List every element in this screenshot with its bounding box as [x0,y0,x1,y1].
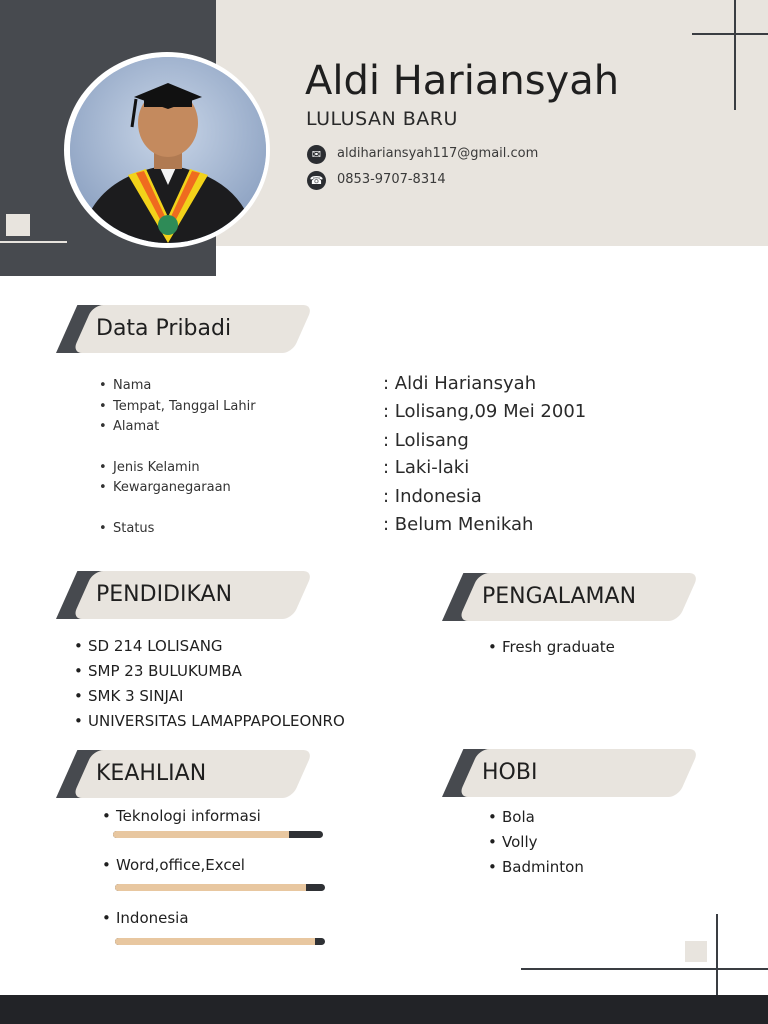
label-ttl: • Tempat, Tanggal Lahir [113,399,256,414]
footer-bar [0,995,768,1024]
label-status: • Status [113,521,154,536]
list-item: • Bola [502,808,535,826]
decorative-cross-horizontal [692,33,768,35]
skill-bar-fill [115,938,315,945]
label-jenis-kelamin: • Jenis Kelamin [113,460,200,475]
email-text[interactable]: aldihariansyah117@gmail.com [337,146,539,161]
header-background [216,0,768,246]
value-jenis-kelamin: : Laki-laki [383,457,470,478]
decorative-cross-horizontal [521,968,768,970]
graduate-photo-icon [70,57,266,243]
phone-text[interactable]: 0853-9707-8314 [337,172,446,187]
avatar [70,57,266,243]
section-title: PENDIDIKAN [96,582,233,607]
skill-label: • Indonesia [116,909,189,927]
skill-bar-fill [113,831,289,838]
list-item: • SMP 23 BULUKUMBA [88,662,242,680]
section-title: KEAHLIAN [96,761,207,786]
skill-bar [115,884,325,891]
section-title: HOBI [482,760,538,785]
list-item: • SD 214 LOLISANG [88,637,223,655]
skill-bar [115,938,325,945]
decorative-line [0,241,67,243]
value-nama: : Aldi Hariansyah [383,373,537,394]
value-kewarganegaraan: : Indonesia [383,486,482,507]
section-header-experience [442,573,682,621]
section-header-education [56,571,296,619]
value-status: : Belum Menikah [383,514,534,535]
phone-icon: ☎ [307,171,326,190]
list-item: • UNIVERSITAS LAMAPPAPOLEONRO [88,712,345,730]
decorative-square [6,214,30,236]
envelope-icon: ✉ [307,145,326,164]
section-header-personal [56,305,296,353]
decorative-cross-vertical [734,0,736,110]
skill-label: • Word,office,Excel [116,856,245,874]
skill-label: • Teknologi informasi [116,807,261,825]
list-item: • SMK 3 SINJAI [88,687,183,705]
value-alamat: : Lolisang [383,430,469,451]
label-alamat: • Alamat [113,419,159,434]
list-item: • Fresh graduate [502,638,615,656]
list-item: • Volly [502,833,538,851]
section-header-skills [56,750,296,798]
person-role: LULUSAN BARU [306,108,458,130]
skill-bar [113,831,323,838]
label-kewarganegaraan: • Kewarganegaraan [113,480,231,495]
label-nama: • Nama [113,378,151,393]
section-title: PENGALAMAN [482,584,637,609]
value-ttl: : Lolisang,09 Mei 2001 [383,401,587,422]
section-header-hobbies [442,749,682,797]
person-name: Aldi Hariansyah [305,58,620,104]
list-item: • Badminton [502,858,584,876]
decorative-square [685,941,707,962]
skill-bar-fill [115,884,306,891]
section-title: Data Pribadi [96,316,232,341]
